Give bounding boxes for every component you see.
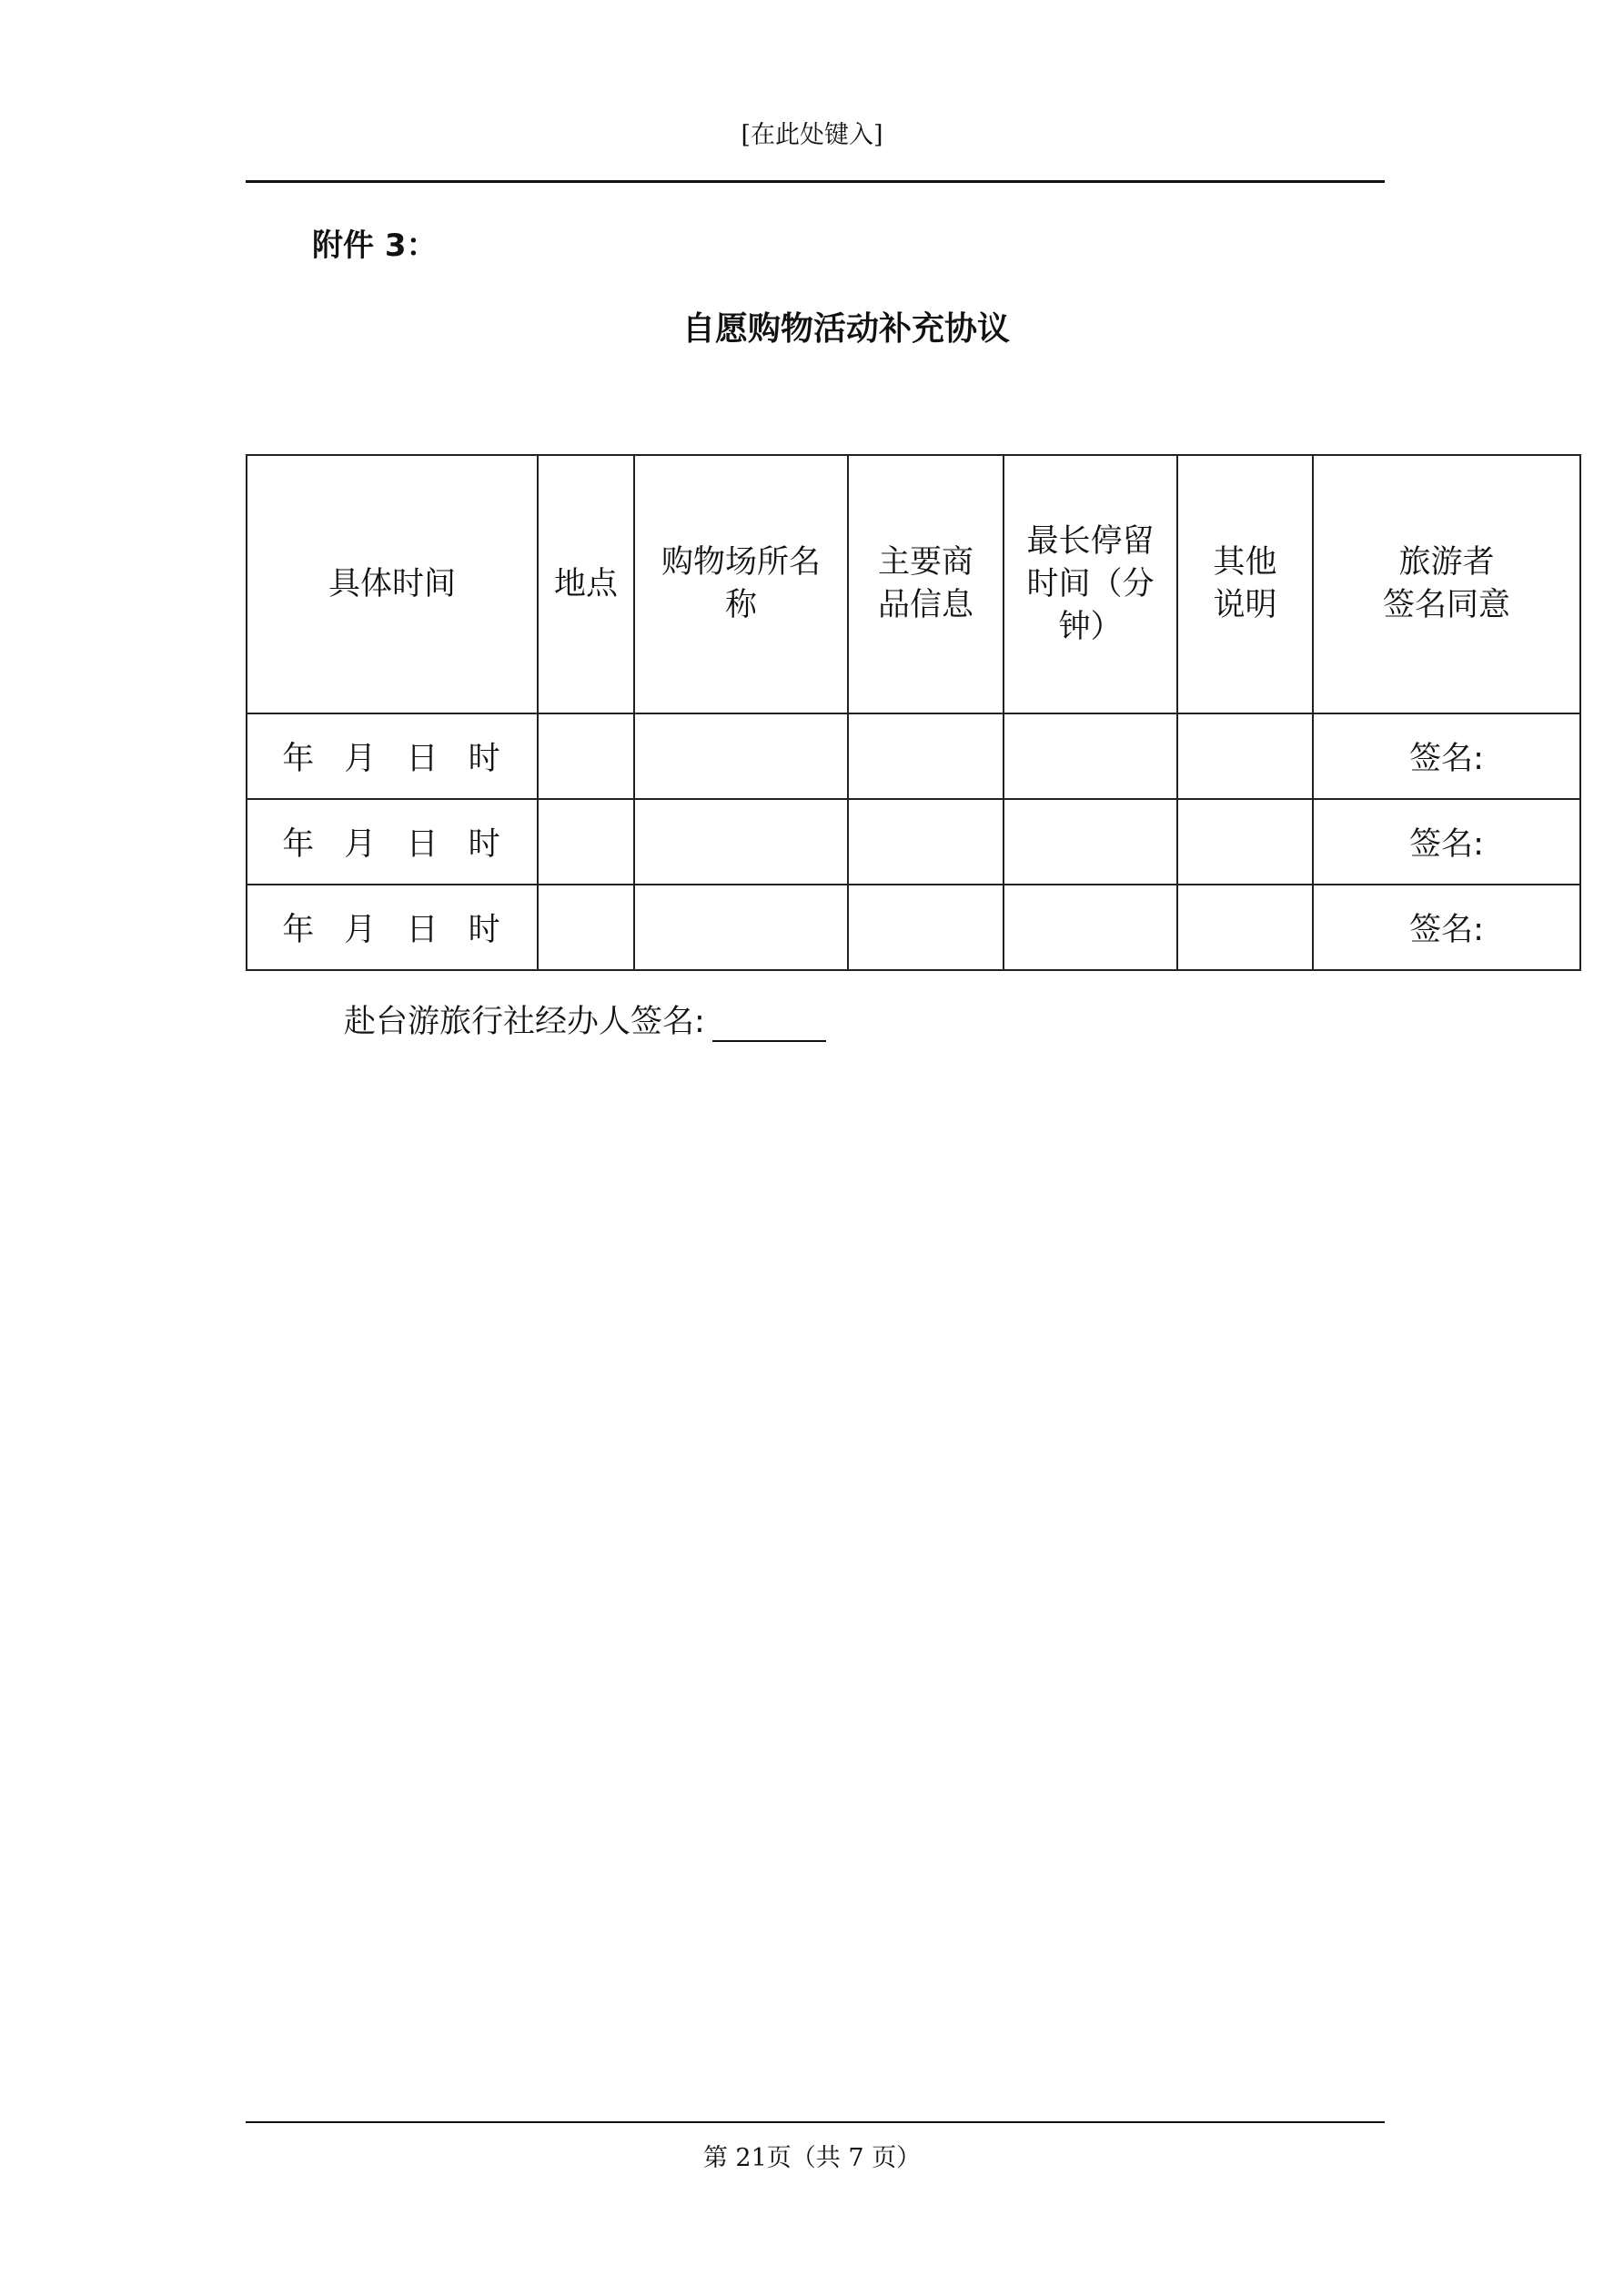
goods-cell[interactable] (848, 713, 1004, 799)
header-cell-notes: 其他 说明 (1177, 455, 1313, 713)
notes-cell[interactable] (1177, 885, 1313, 970)
location-cell[interactable] (538, 885, 634, 970)
agent-signature-blank[interactable] (712, 1009, 826, 1042)
header-cell-signature: 旅游者 签名同意 (1313, 455, 1580, 713)
goods-cell[interactable] (848, 799, 1004, 885)
header-cell-stay: 最长停留 时间（分 钟） (1004, 455, 1177, 713)
signature-cell[interactable]: 签名: (1313, 713, 1580, 799)
signature-cell[interactable]: 签名: (1313, 799, 1580, 885)
venue-cell[interactable] (634, 799, 848, 885)
agent-signature-label: 赴台游旅行社经办人签名: (344, 1004, 705, 1040)
document-title: 自愿购物活动补充协议 (681, 310, 1010, 348)
table-row (247, 885, 1580, 970)
notes-cell[interactable] (1177, 713, 1313, 799)
stay-cell[interactable] (1004, 799, 1177, 885)
signature-cell[interactable]: 签名: (1313, 885, 1580, 970)
agent-signature-line (344, 996, 826, 1042)
location-cell[interactable] (538, 713, 634, 799)
venue-cell[interactable] (634, 713, 848, 799)
attachment-label: 附件 3： (312, 228, 438, 264)
header-cell-location: 地点 (538, 455, 634, 713)
header-cell-venue: 购物场所名 称 (634, 455, 848, 713)
date-cell[interactable]: 年 月 日 时 (247, 713, 538, 799)
header-cell-goods: 主要商 品信息 (848, 455, 1004, 713)
shopping-agreement-table (246, 454, 1581, 971)
table-header-row (247, 455, 1580, 713)
header-divider (246, 180, 1385, 183)
notes-cell[interactable] (1177, 799, 1313, 885)
date-cell[interactable]: 年 月 日 时 (247, 799, 538, 885)
venue-cell[interactable] (634, 885, 848, 970)
stay-cell[interactable] (1004, 885, 1177, 970)
header-cell-time: 具体时间 (247, 455, 538, 713)
table-row (247, 713, 1580, 799)
goods-cell[interactable] (848, 885, 1004, 970)
location-cell[interactable] (538, 799, 634, 885)
table-row (247, 799, 1580, 885)
stay-cell[interactable] (1004, 713, 1177, 799)
page-header: [在此处键入] (741, 121, 883, 149)
date-cell[interactable]: 年 月 日 时 (247, 885, 538, 970)
page-number: 第 21页（共 7 页） (702, 2144, 922, 2172)
footer-divider (246, 2121, 1385, 2123)
